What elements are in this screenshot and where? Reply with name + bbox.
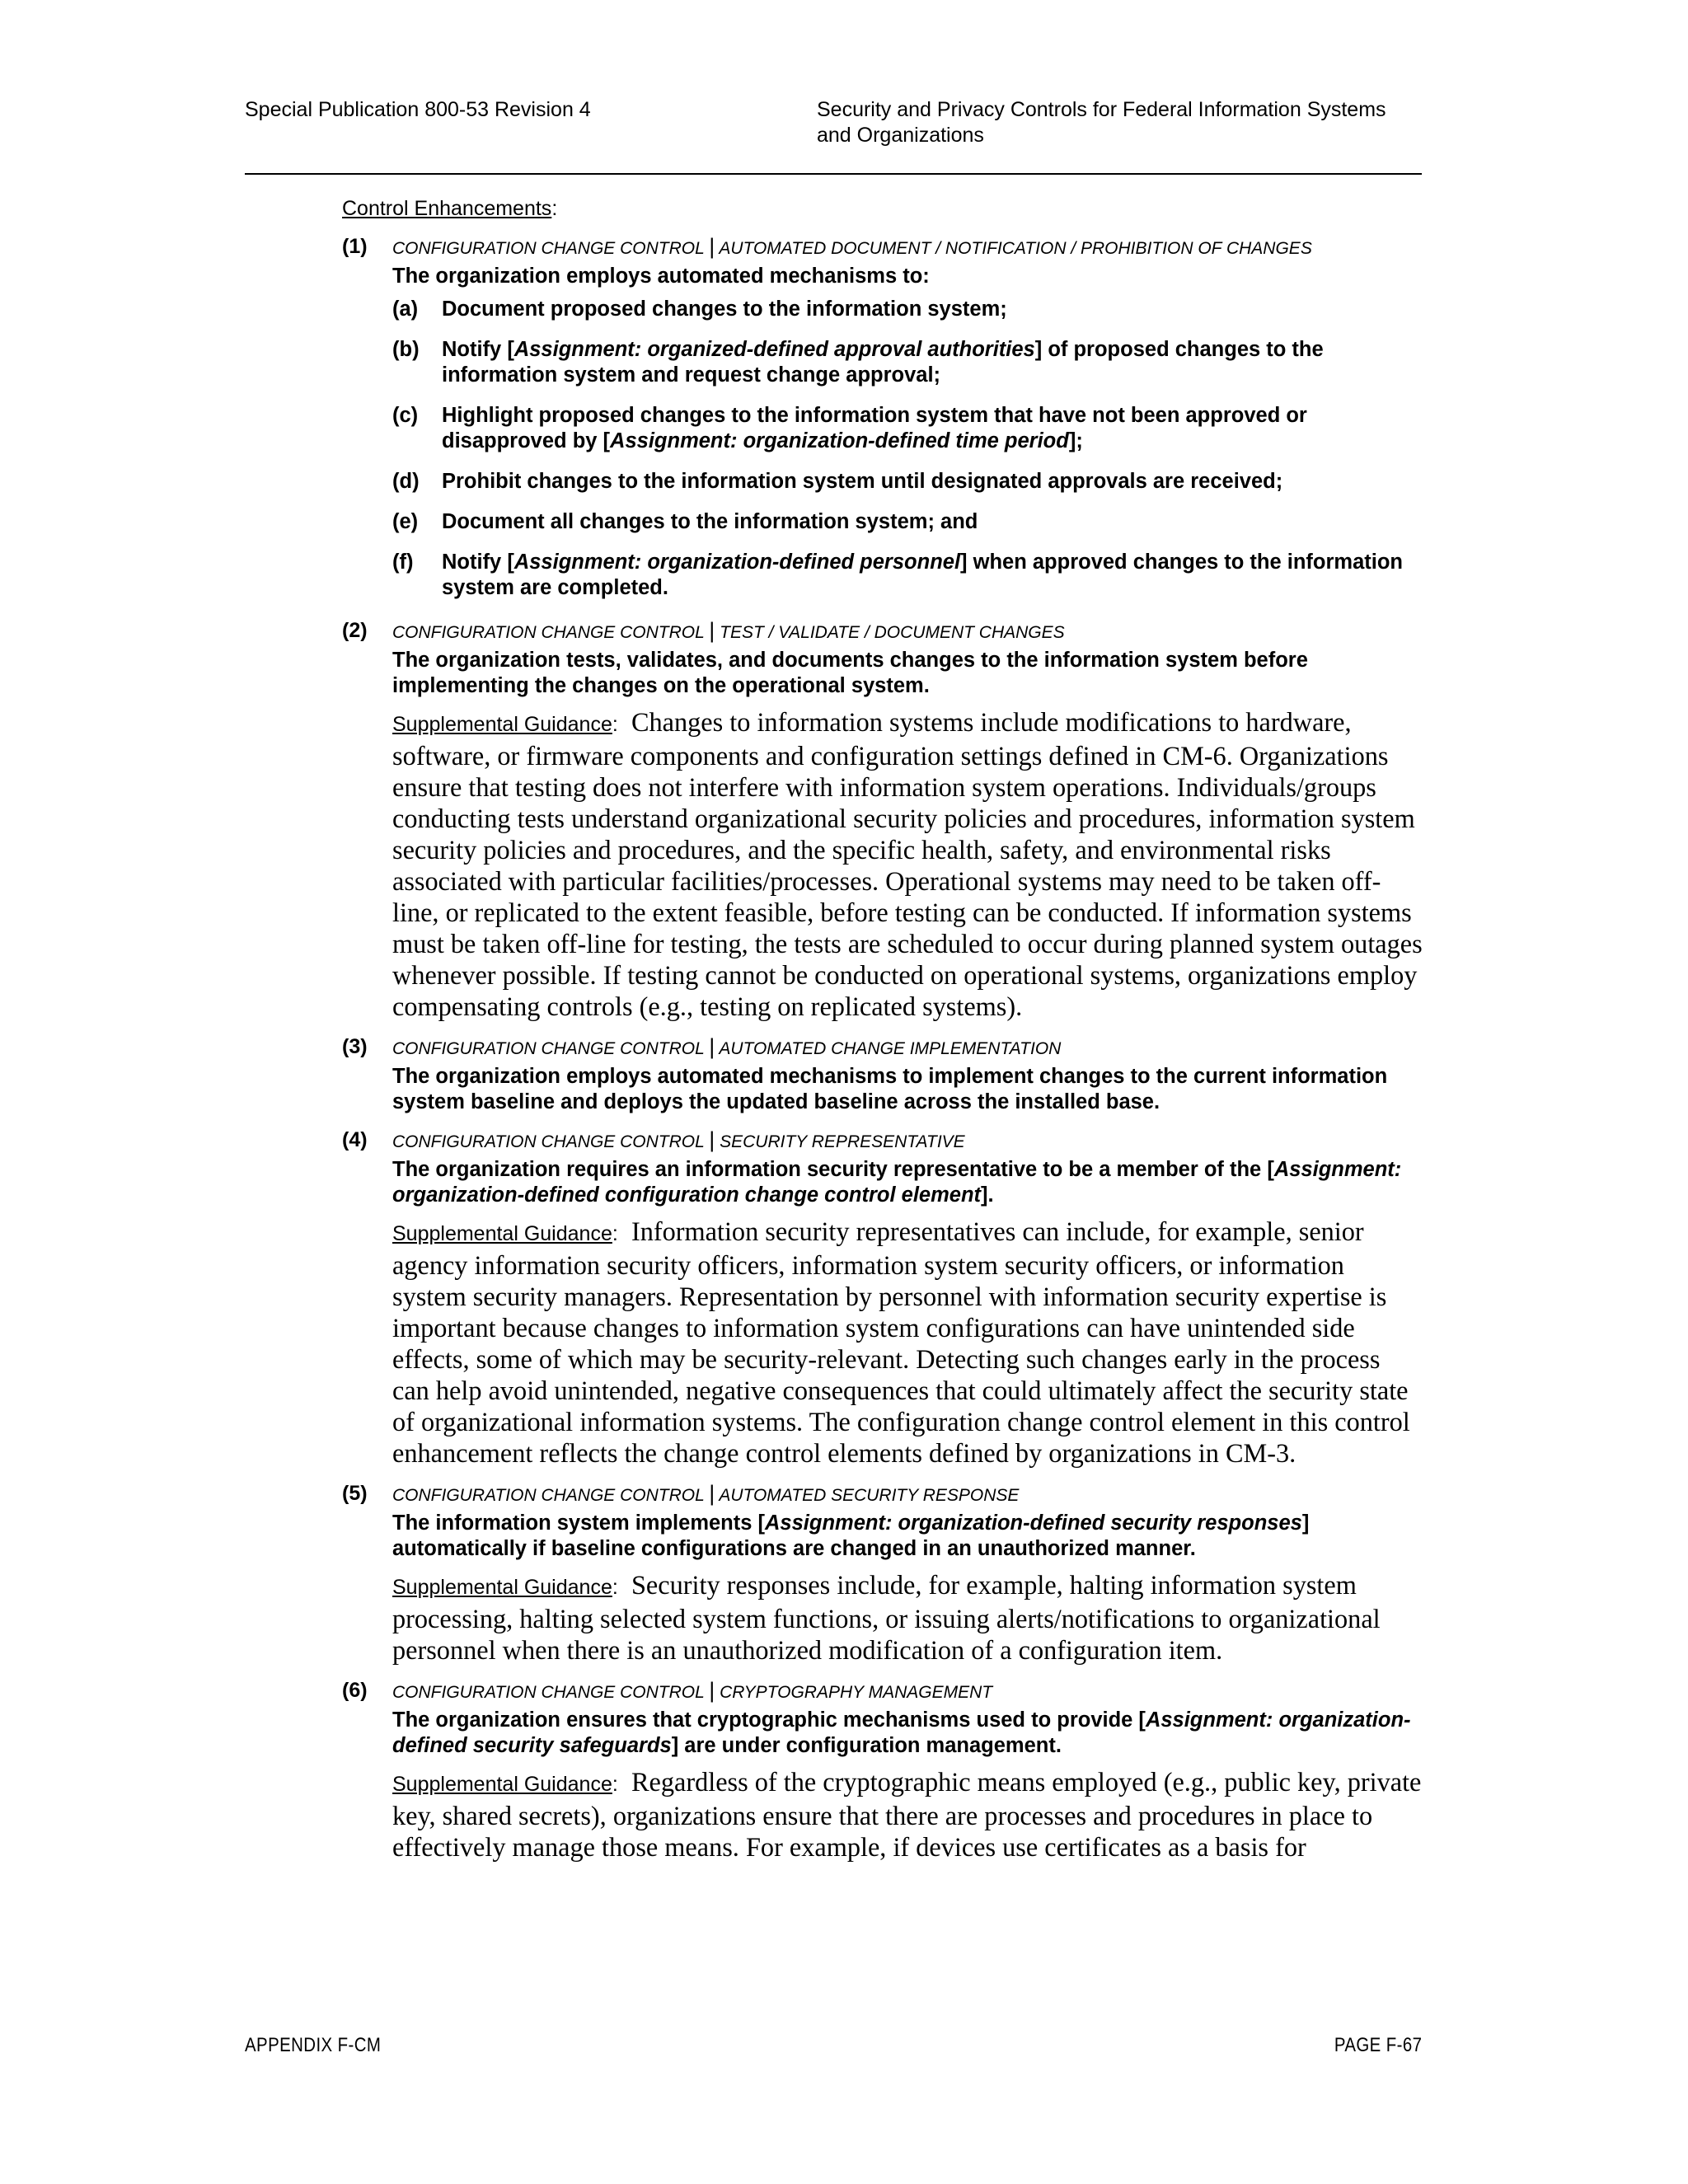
- enhancement-5: [342, 1479, 1423, 1666]
- enhancement-heading: [392, 616, 1423, 648]
- supplemental-guidance-label: Supplemental Guidance: [392, 713, 612, 736]
- supplemental-guidance: Supplemental Guidance: Security responses include, for example, halting information system processing, halting selected system functions, or issuing alerts/notifications to organizational personnel when there is an unauthorized modification of a configuration item.: [392, 1570, 1381, 1665]
- supplemental-guidance: Supplemental Guidance: Regardless of the cryptographic means employed (e.g., public key, private key, shared secrets), organizations ensure that there are processes and procedures in place to effectively manage those means. For example, if devices use certificates as a basis for: [392, 1767, 1422, 1862]
- header-title-line1: Security and Privacy Controls for Federal Information Systems: [817, 98, 1386, 121]
- supplemental-guidance-text: Information security representatives can include, for example, senior agency information security officers, information system security officers, or information system security managers. Representation by personnel with information security expertise is important because changes to information system configurations can have unintended side effects, some of which may be security-relevant. Detecting such changes early in the process can help avoid unintended, negative consequences that could ultimately affect the security state of organizational information systems. The configuration change control element in this control enhancement reflects the change control elements defined by organizations in CM-3.: [392, 1216, 1410, 1468]
- assignment-parameter: Assignment: organization-defined configuration change control element: [392, 1158, 1402, 1207]
- item-text: Document all changes to the information system; and: [442, 510, 978, 533]
- footer-page-number: PAGE F-67: [1334, 2034, 1422, 2056]
- enhancement-number: (6): [342, 1679, 368, 1702]
- enhancement-statement: [392, 1708, 1423, 1759]
- item-text: ];: [1068, 429, 1083, 452]
- item-text: Highlight proposed changes to the information system that have not been approved or disapproved by [: [442, 404, 1307, 452]
- main-content: [342, 194, 1423, 1872]
- heading-control: CONFIGURATION CHANGE CONTROL: [392, 1039, 705, 1058]
- list-item: [392, 550, 1423, 601]
- heading-title: AUTOMATED SECURITY RESPONSE: [719, 1486, 1020, 1505]
- heading-separator: |: [709, 1678, 715, 1703]
- header-title-line2: and Organizations: [817, 124, 984, 147]
- supplemental-guidance-text: Changes to information systems include modifications to hardware, software, or firmware components and configuration settings defined in CM-6. Organizations ensure that testing does not interfere with information system operations. Individuals/groups conducting tests understand organizational security policies and procedures, information system security policies and procedures, and the specific health, safety, and environmental risks associated with particular facilities/processes. Operational systems may need to be taken off-line, or replicated to the extent feasible, before testing can be conducted. If information systems must be taken off-line for testing, the tests are scheduled to occur during planned system outages whenever possible. If testing cannot be conducted on operational systems, organizations employ compensating controls (e.g., testing on replicated systems).: [392, 707, 1423, 1021]
- section-title-text: Control Enhancements: [342, 197, 552, 220]
- header-title: [817, 97, 1443, 148]
- list-item: [392, 509, 1423, 535]
- list-item: [392, 469, 1423, 494]
- enhancement-number: (1): [342, 235, 368, 258]
- enhancement-2: [342, 616, 1423, 1022]
- heading-control: CONFIGURATION CHANGE CONTROL: [392, 1683, 705, 1702]
- item-text: ] when approved changes to the information system are completed.: [442, 551, 1403, 599]
- heading-control: CONFIGURATION CHANGE CONTROL: [392, 239, 705, 258]
- enhancement-number: (3): [342, 1035, 368, 1058]
- supplemental-guidance-text: Security responses include, for example, halting information system processing, halting selected system functions, or issuing alerts/notifications to organizational personnel when there is an unauthorized modification of a configuration item.: [392, 1570, 1381, 1665]
- heading-separator: |: [709, 1127, 715, 1152]
- assignment-parameter: Assignment: organization-defined security responses: [765, 1511, 1302, 1535]
- list-item: [392, 337, 1423, 388]
- enhancement-statement: The organization employs automated mechanisms to implement changes to the current information system baseline and deploys the updated baseline across the installed base.: [392, 1065, 1388, 1113]
- list-item: [392, 403, 1423, 454]
- enhancement-1: [342, 232, 1423, 601]
- statement-text: The organization ensures that cryptographic mechanisms used to provide [: [392, 1708, 1146, 1732]
- statement-text: ] automatically if baseline configurations are changed in an unauthorized manner.: [392, 1511, 1310, 1560]
- heading-title: AUTOMATED DOCUMENT / NOTIFICATION / PROHIBITION OF CHANGES: [719, 239, 1312, 258]
- heading-title: AUTOMATED CHANGE IMPLEMENTATION: [719, 1039, 1062, 1058]
- supplemental-guidance-label: Supplemental Guidance: [392, 1222, 612, 1245]
- list-item: [392, 297, 1423, 322]
- heading-separator: |: [709, 618, 715, 643]
- supplemental-guidance-label: Supplemental Guidance: [392, 1773, 612, 1796]
- item-text: Prohibit changes to the information system until designated approvals are received;: [442, 470, 1283, 493]
- heading-separator: |: [709, 1481, 715, 1506]
- enhancement-statement: The organization tests, validates, and documents changes to the information system before implementing the changes on the operational system.: [392, 649, 1308, 697]
- enhancement-number: (5): [342, 1482, 368, 1505]
- heading-title: SECURITY REPRESENTATIVE: [720, 1132, 965, 1151]
- supplemental-guidance: Supplemental Guidance: Information security representatives can include, for example, senior agency information security officers, information system security officers, or information system security managers. Representation by personnel with information security expertise is important because changes to information system configurations can have unintended side effects, some of which may be security-relevant. Detecting such changes early in the process can help avoid unintended, negative consequences that could ultimately affect the security state of organizational information systems. The configuration change control element in this control enhancement reflects the change control elements defined by organizations in CM-3.: [392, 1216, 1410, 1468]
- enhancement-number: (4): [342, 1128, 368, 1151]
- item-label: (e): [392, 510, 419, 533]
- item-label: (f): [392, 551, 414, 574]
- item-label: (b): [392, 338, 420, 361]
- assignment-parameter: Assignment: organization-defined security safeguards: [392, 1708, 1411, 1757]
- statement-text: The information system implements [: [392, 1511, 766, 1535]
- statement-text: The organization requires an information security representative to be a member of the [: [392, 1158, 1274, 1181]
- footer-appendix: APPENDIX F-CM: [245, 2034, 382, 2056]
- item-label: (d): [392, 470, 420, 493]
- enhancement-4: [342, 1125, 1423, 1469]
- enhancement-number: (2): [342, 619, 368, 642]
- statement-text: ].: [981, 1183, 994, 1207]
- header-divider: [245, 173, 1422, 175]
- enhancement-statement: [392, 1511, 1423, 1562]
- enhancement-heading: [392, 1032, 1423, 1064]
- assignment-parameter: Assignment: organization-defined time period: [610, 429, 1069, 452]
- enhancement-heading: [392, 1125, 1423, 1157]
- enhancement-6: [342, 1675, 1423, 1863]
- enhancement-3: [342, 1032, 1423, 1115]
- section-title: Control Enhancements:: [342, 197, 558, 220]
- item-label: (c): [392, 404, 419, 427]
- heading-separator: |: [709, 1034, 715, 1059]
- assignment-parameter: Assignment: organized-defined approval authorities: [513, 338, 1035, 361]
- enhancement-heading: [392, 232, 1423, 264]
- enhancement-statement: [392, 1157, 1423, 1208]
- statement-text: ] are under configuration management.: [671, 1734, 1062, 1757]
- heading-control: CONFIGURATION CHANGE CONTROL: [392, 623, 705, 642]
- item-text: ] of proposed changes to the information system and request change approval;: [442, 338, 1324, 387]
- item-text: Notify [: [442, 338, 514, 361]
- supplemental-guidance: Supplemental Guidance: Changes to information systems include modifications to hardware, software, or firmware components and configuration settings defined in CM-6. Organizations ensure that testing does not interfere with information system operations. Individuals/groups conducting tests understand organizational security policies and procedures, information system security policies and procedures, and the specific health, safety, and environmental risks associated with particular facilities/processes. Operational systems may need to be taken off-line, or replicated to the extent feasible, before testing can be conducted. If information systems must be taken off-line for testing, the tests are scheduled to occur during planned system outages whenever possible. If testing cannot be conducted on operational systems, organizations employ compensating controls (e.g., testing on replicated systems).: [392, 707, 1423, 1021]
- enhancement-heading: [392, 1675, 1423, 1708]
- item-label: (a): [392, 298, 419, 321]
- statement-items: [392, 297, 1423, 601]
- heading-separator: |: [709, 234, 715, 259]
- assignment-parameter: Assignment: organization-defined personnel: [513, 551, 961, 574]
- supplemental-guidance-label: Supplemental Guidance: [392, 1576, 612, 1599]
- item-text: Notify [: [442, 551, 514, 574]
- enhancement-heading: [392, 1479, 1423, 1511]
- heading-title: TEST / VALIDATE / DOCUMENT CHANGES: [720, 623, 1065, 642]
- heading-control: CONFIGURATION CHANGE CONTROL: [392, 1132, 705, 1151]
- item-text: Document proposed changes to the information system;: [442, 298, 1007, 321]
- heading-title: CRYPTOGRAPHY MANAGEMENT: [720, 1683, 993, 1702]
- header-publication: Special Publication 800-53 Revision 4: [245, 98, 591, 121]
- heading-control: CONFIGURATION CHANGE CONTROL: [392, 1486, 705, 1505]
- enhancement-statement: The organization employs automated mechanisms to:: [392, 265, 930, 288]
- supplemental-guidance-text: Regardless of the cryptographic means employed (e.g., public key, private key, shared secrets), organizations ensure that there are processes and procedures in place to effectively manage those means. For example, if devices use certificates as a basis for: [392, 1767, 1422, 1862]
